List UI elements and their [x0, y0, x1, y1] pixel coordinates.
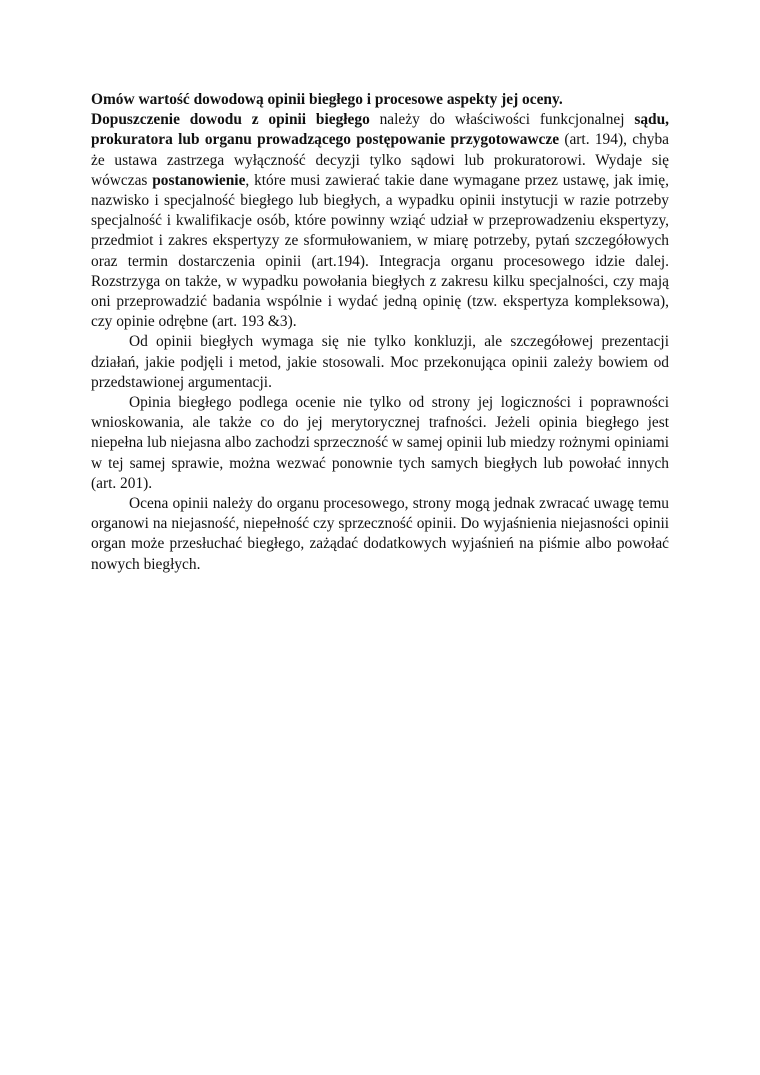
text-run: należy do właściwości funkcjonalnej	[369, 111, 635, 129]
paragraph-admission	[91, 110, 669, 332]
document-body	[91, 90, 669, 575]
document-title: Omów wartość dowodową opinii biegłego i procesowe aspekty jej oceny.	[91, 91, 563, 108]
bold-phrase-admission: Dopuszczenie dowodu z opinii biegłego	[91, 111, 370, 129]
paragraph-requirements: Od opinii biegłych wymaga się nie tylko konkluzji, ale szczegółowej prezentacji działań, jakie podjęli i metod, jakie stosowali. Moc przekonująca opinii zależy bowiem od przedstawionej argumentacji.	[91, 333, 669, 391]
bold-phrase-decision: postanowienie	[152, 171, 246, 189]
text-run: należy do organu procesowego, strony mogą jednak zwracać uwagę temu organowi na niejasność, niepełność czy sprzeczność opinii. Do wyjaśnienia niejasności opinii organ może przesłuchać biegłego, zażądać dodatkowych wyjaśnień na piśmie albo powołać nowych biegłych.	[91, 495, 669, 573]
text-run-assessment: Ocena opinii	[129, 495, 209, 513]
paragraph-assessment	[91, 494, 669, 575]
text-run: , które musi zawierać takie dane wymagane przez ustawę, jak imię, nazwisko i specjalność biegłego lub biegłych, a wypadku opinii instytucji w razie potrzeby specjalność i kwalifikacje osób, które powinny wziąć udział w przeprowadzeniu ekspertyzy, przedmiot i zakres ekspertyzy ze sformułowaniem, w miarę potrzeby, pytań szczegółowych oraz termin dostarczenia opinii (art.194).	[91, 171, 669, 270]
text-run-integration: Integracja organu procesowego idzie dalej.	[379, 252, 670, 270]
text-run: Rozstrzyga on także, w wypadku powołania biegłych z zakresu kilku specjalności, czy mają oni przeprowadzić badania wspólnie i wydać jedną opinię (tzw. ekspertyza kompleksowa), czy opinie odrębne (art. 193 &3).	[91, 272, 669, 331]
paragraph-evaluation: Opinia biegłego podlega ocenie nie tylko od strony jej logiczności i poprawności wnioskowania, ale także co do jej merytorycznej trafności. Jeżeli opinia biegłego jest niepełna lub niejasna albo zachodzi sprzeczność w samej opinii lub miedzy rożnymi opiniami w tej samej sprawie, można wezwać ponownie tych samych biegłych lub powołać innych (art. 201).	[91, 394, 669, 492]
text-run: (art. 194), chyba że ustawa zastrzega wyłączność decyzji tylko sądowi lub prokuratorowi. Wydaje się wówczas	[91, 131, 669, 189]
bold-phrase-authorities: sądu, prokuratora lub organu prowadzącego postępowanie przygotowawcze	[91, 111, 669, 149]
